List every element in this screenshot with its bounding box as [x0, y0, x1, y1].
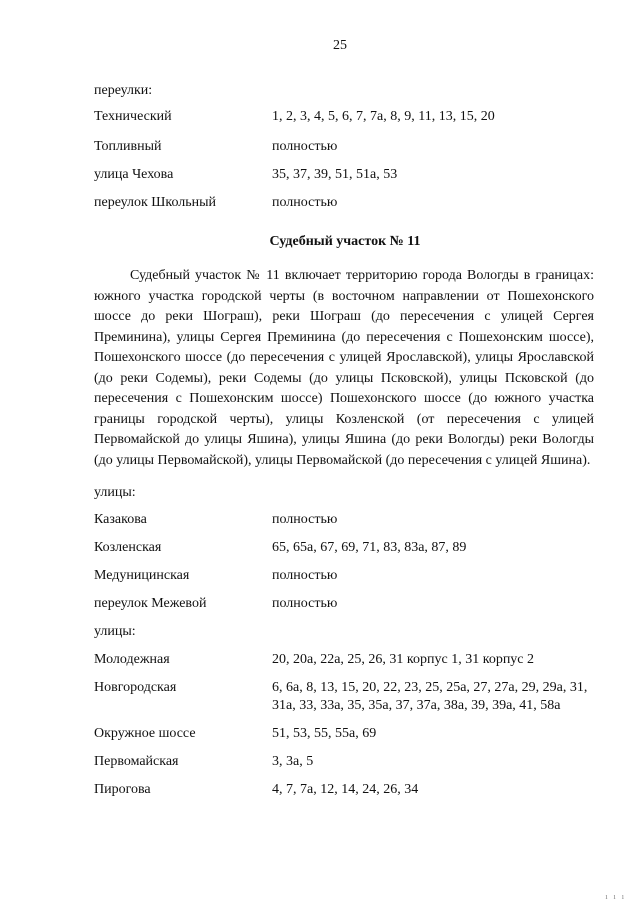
house-numbers: 35, 37, 39, 51, 51а, 53 [272, 167, 398, 182]
street-name: Казакова [94, 512, 147, 527]
street-name: Новгородская [94, 680, 177, 695]
section-label-streets: улицы: [94, 624, 136, 639]
section-heading: Судебный участок № 11 [269, 234, 421, 249]
house-numbers: 51, 53, 55, 55а, 69 [272, 726, 377, 741]
house-numbers: полностью [272, 512, 338, 527]
house-numbers: 4, 7, 7а, 12, 14, 24, 26, 34 [272, 782, 419, 797]
street-name: Топливный [94, 139, 162, 154]
house-numbers: полностью [272, 195, 338, 210]
house-numbers: 6, 6а, 8, 13, 15, 20, 22, 23, 25, 25а, 27, 27а, 29, 29а, 31, 31а, 33, 33а, 35, 35а, 37, 37а, 38а, 39, 39а, 41, 58а [272, 680, 588, 713]
street-name: Технический [94, 109, 172, 124]
district-description: Судебный участок № 11 включает территорию города Вологды в границах: южного участка городской черты (в восточном направлении от Пошехонского шоссе до реки Шограш), реки Шограш (до пересечения с улицей Сергея Преминина), улицы Сергея Преминина (до пересечения с Пошехонским шоссе), Пошехонского шоссе (до пересечения с улицей Ярославской), улицы Ярославской (до реки Содемы), реки Содемы (до улицы Псковской), улицы Псковской (до пересечения с Пошехонским шоссе) Пошехонского шоссе (до южного участка границы городской черты), улицы Козленской (от пересечения с улицей Первомайской до улицы Яшина), улицы Яшина (до реки Вологды) реки Вологды (до улицы Первомайской), улицы Первомайской (до пересечения с улицей Яшина). [94, 268, 594, 468]
street-name: Пирогова [94, 782, 151, 797]
scan-mark: ı ı ı [605, 892, 626, 901]
house-numbers: полностью [272, 596, 338, 611]
house-numbers: полностью [272, 139, 338, 154]
street-name: Медуницинская [94, 568, 190, 583]
street-name: Козленская [94, 540, 162, 555]
section-label-streets: улицы: [94, 485, 136, 500]
street-name: улица Чехова [94, 167, 174, 182]
page-number: 25 [333, 38, 347, 53]
street-name: переулок Школьный [94, 195, 217, 210]
house-numbers: 3, 3а, 5 [272, 754, 314, 769]
street-name: переулок Межевой [94, 596, 207, 611]
house-numbers: 20, 20а, 22а, 25, 26, 31 корпус 1, 31 корпус 2 [272, 652, 535, 667]
house-numbers: полностью [272, 568, 338, 583]
house-numbers: 1, 2, 3, 4, 5, 6, 7, 7а, 8, 9, 11, 13, 15, 20 [272, 109, 495, 124]
house-numbers: 65, 65а, 67, 69, 71, 83, 83а, 87, 89 [272, 540, 467, 555]
street-name: Окружное шоссе [94, 726, 196, 741]
street-name: Первомайская [94, 754, 179, 769]
street-name: Молодежная [94, 652, 170, 667]
section-label-lanes: переулки: [94, 83, 153, 98]
